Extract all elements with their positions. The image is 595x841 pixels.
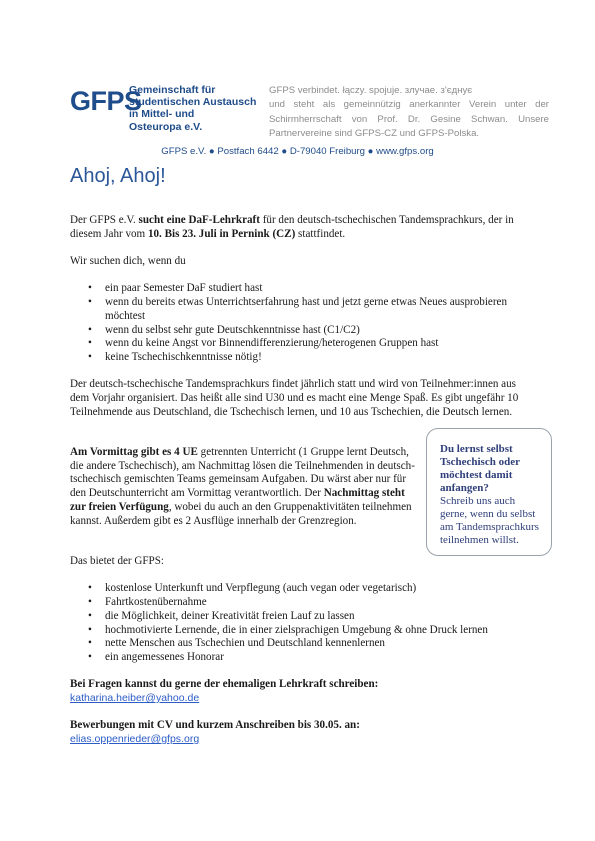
list-item: • wenn du bereits etwas Unterrichtserfahrung hast und jetzt gerne etwas Neues ausprobieren möchtest <box>70 296 532 323</box>
list-item: • die Möglichkeit, deiner Kreativität freien Lauf zu lassen <box>70 610 532 624</box>
org-name-line: Gemeinschaft für <box>129 84 216 96</box>
schedule-highlight-morning: Am Vormittag gibt es 4 UE <box>70 446 198 458</box>
list-item: • keine Tschechischkenntnisse nötig! <box>70 351 532 365</box>
schedule-highlight-afternoon: Nachmittag steht zur freien Verfügung <box>70 487 405 513</box>
org-name-line: Osteuropa e.V. <box>129 120 203 133</box>
search-heading: Wir suchen dich, wenn du <box>70 255 186 268</box>
offers-list <box>70 582 532 664</box>
address-line: GFPS e.V. ● Postfach 6442 ● D-79040 Freiburg ● www.gfps.org <box>161 146 434 157</box>
gfps-logo: GFPS <box>70 86 142 116</box>
org-name-line: studentischen Austausch <box>129 96 257 109</box>
offer-heading: Das bietet der GFPS: <box>70 555 164 567</box>
list-item: • kostenlose Unterkunft und Verpflegung (auch vegan oder vegetarisch) <box>70 582 532 596</box>
list-item: • Fahrtkostenübernahme <box>70 596 532 610</box>
course-paragraph: Der deutsch-tschechische Tandemsprachkurs findet jährlich statt und wird von Teilnehmer:innen aus dem Vorjahr organisiert. Das heißt alle sind U30 und es macht eine Menge Spaß. Es gibt ungefähr 10 Teilnehmende aus Deutschland, die Tschechisch lernen, und 10 aus Tschechien, die Deutsch lernen. <box>70 378 519 418</box>
schedule-text: , wobei du auch an den Gruppenaktivitäten teilnehmen kannst. Außerdem gibt es 2 Ausflüge innerhalb der Grenzregion. <box>70 500 412 527</box>
greeting-heading: Ahoj, Ahoj! <box>70 165 166 187</box>
intro-highlight-dates: 10. Bis 23. Juli in Pernink (CZ) <box>147 227 296 240</box>
list-item: • wenn du selbst sehr gute Deutschkenntnisse hast (C1/C2) <box>70 324 532 338</box>
organization-name <box>129 84 264 133</box>
list-item: • hochmotivierte Lernende, die in einer zielsprachigen Umgebung & ohne Druck lernen <box>70 624 532 638</box>
questions-email-link[interactable]: katharina.heiber@yahoo.de <box>70 692 200 704</box>
callout-question: Du lernst selbst Tschechisch oder möchtest damit anfangen? <box>440 443 520 494</box>
header-tagline: GFPS verbindet. łączy. spojuje. злучае. з'єднує <box>269 85 473 96</box>
list-item: • wenn du keine Angst vor Binnendifferenzierung/heterogenen Gruppen hast <box>70 337 532 351</box>
apply-email-link[interactable]: elias.oppenrieder@gfps.org <box>70 733 200 746</box>
questions-heading: Bei Fragen kannst du gerne der ehemaligen Lehrkraft schreiben: <box>70 678 379 691</box>
intro-text: für den deutsch-tschechischen Tandemsprachkurs, der in diesem Jahr vom <box>70 214 514 240</box>
intro-paragraph <box>70 214 532 241</box>
intro-text: stattfindet. <box>295 227 346 240</box>
org-name-line: in Mittel- und <box>129 108 195 121</box>
callout-box <box>426 428 552 556</box>
header-description <box>269 84 549 141</box>
list-item: • nette Menschen aus Tschechien und Deutschland kennenlernen <box>70 637 532 651</box>
requirements-list <box>70 282 532 364</box>
schedule-text: getrennten Unterricht (1 Gruppe lernt Deutsch, die andere Tschechisch), am Nachmittag lösen die Teilnehmenden in deutsch-tschechisch gemischten Teams gemeinsam Aufgaben. Du wärst aber nur für den Deutschunterricht am Vormittag verantwortlich. Der <box>70 446 415 500</box>
intro-highlight-position: sucht eine DaF-Lehrkraft <box>138 214 260 226</box>
intro-text: Der GFPS e.V. <box>70 214 139 226</box>
header-patronage: und steht als gemeinnützig anerkannter Verein unter der Schirmherrschaft von Prof. Dr. Gesine Schwan. Unsere Partnervereine sind GFPS-CZ und GFPS-Polska. <box>269 99 549 139</box>
apply-heading: Bewerbungen mit CV und kurzem Anschreiben bis 30.05. an: <box>70 719 360 732</box>
callout-text: Schreib uns auch gerne, wenn du selbst am Tandemsprachkurs teilnehmen willst. <box>440 495 539 546</box>
list-item: • ein angemessenes Honorar <box>70 651 532 665</box>
list-item: • ein paar Semester DaF studiert hast <box>70 282 532 296</box>
schedule-paragraph <box>70 446 420 528</box>
intro-section <box>70 214 532 420</box>
offer-section <box>70 555 532 747</box>
